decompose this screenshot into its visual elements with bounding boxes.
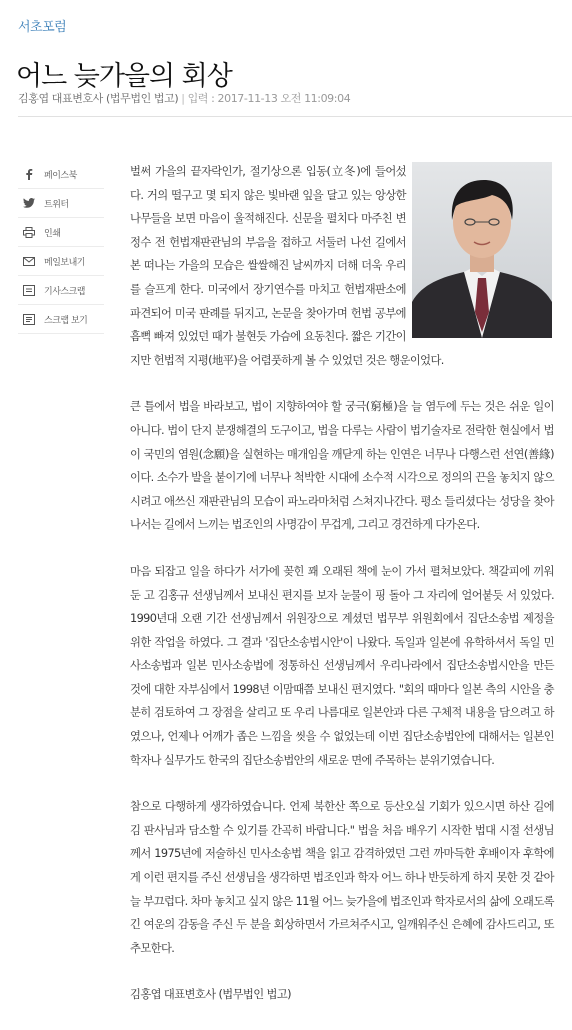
- share-label: 메일보내기: [44, 257, 85, 268]
- article-paragraph: 참으로 다행하게 생각하였습니다. 언제 북한산 쪽으로 등산오실 기회가 있으시면 하산 길에 김 판사님과 담소할 수 있기를 간곡히 바랍니다." 법을 처음 배우기 시작한 법대 시절 선생님께서 1975년에 저술하신 민사소송법 책을 읽고 감격하였던 그런 까마득한 후배이자 후학에게 이런 편지를 주신 선생님을 생각하면 법조인과 학자 어느 하나 반듯하게 하지 못한 것 같아 늘 부끄럽다. 차마 놓치고 싶지 않은 11월 어느 늦가을에 법조인과 학자로서의 삶에 오래도록 긴 여운의 감동을 주신 두 분을 회상하면서 가르쳐주시고, 일깨워주신 은혜에 감사드리고, 또 추모한다.: [130, 800, 554, 955]
- paragraph-text: 벌써 가을의 끝자락인가, 절기상으론 입동(立冬)에 들어섰다. 거의 떨구고 몇 되지 않은 빛바랜 잎을 달고 있는 앙상한 나무들을 보면 마음이 울적해진다. 신문을 펼치다 마주친 변정수 전 헌법재판관님의 부음을 접하고 서둘러 나선 길에서 본 떠나는 가을의 모습은 쌀쌀해진 날씨까지 더해 더욱 우리를 슬프게 한다. 미국에서 장기연수를 마치고 헌법재판소에 파견되어 미국 판례를 뒤지고, 논문을 찾아가며 헌법 공부에 흠뻑 빠져 있었던 때가 불현듯 가슴에 요동친다. 짧은 기간이지만 헌법적 지평(地平)을 어렴풋하게 볼 수 있었던 것은 행운이었다.: [130, 165, 444, 367]
- article-headline: 어느 늦가을의 회상: [16, 61, 232, 93]
- share-label: 인쇄: [44, 228, 61, 239]
- section-label[interactable]: 서초포럼: [18, 20, 67, 35]
- print-icon: [23, 226, 35, 238]
- article-paragraph: 큰 틀에서 법을 바라보고, 법이 지향하여야 할 궁극(窮極)을 늘 염두에 두는 것은 쉬운 일이 아니다. 법이 단지 분쟁해결의 도구이고, 법을 다루는 사람이 법기술자로 전락한 현실에서 법이 국민의 염원(念願)을 실현하는 매개임을 깨닫게 하는 인연은 너무나 다행스런 선연(善緣)이다. 소수가 발을 붙이기에 너무나 척박한 시대에 소수적 시각으로 정의의 끈을 놓치지 않으시려고 애쓰신 재판관님의 모습이 파노라마처럼 스쳐지나간다. 평소 들리셨다는 성당을 찾아나서는 길에서 느끼는 법조인의 사명감이 무겁게, 그리고 경건하게 다가온다.: [130, 400, 554, 532]
- share-facebook-button[interactable]: [18, 160, 104, 189]
- print-button[interactable]: [18, 218, 104, 247]
- mail-icon: [23, 255, 35, 267]
- scrap-icon: [23, 284, 35, 296]
- scrap-article-button[interactable]: [18, 276, 104, 305]
- share-twitter-button[interactable]: [18, 189, 104, 218]
- share-label: 스크랩 보기: [44, 315, 88, 326]
- share-label: 트위터: [44, 199, 69, 210]
- publish-date: 입력 : 2017-11-13 오전 11:09:04: [187, 92, 351, 105]
- share-label: 기사스크랩: [44, 286, 85, 297]
- header-divider: [18, 116, 572, 117]
- share-label: 페이스북: [44, 170, 77, 181]
- byline-divider: |: [181, 92, 185, 105]
- send-mail-button[interactable]: [18, 247, 104, 276]
- article-body: [130, 160, 554, 1030]
- facebook-icon: [23, 168, 35, 180]
- photo-wrap-space: [414, 160, 554, 340]
- byline-author: 김홍엽 대표변호사 (법무법인 법고): [18, 92, 179, 105]
- author-signature: 김홍엽 대표변호사 (법무법인 법고): [130, 988, 291, 1002]
- view-scraps-button[interactable]: [18, 305, 104, 334]
- share-toolbar: [18, 160, 104, 334]
- byline: [18, 90, 350, 106]
- article-paragraph: 마음 되잡고 일을 하다가 서가에 꽂힌 꽤 오래된 책에 눈이 가서 펼쳐보았다. 책갈피에 끼워 둔 고 김홍규 선생님께서 보내신 편지를 보자 눈물이 핑 돌아 그 자리에 얼어붙듯 서 있었다. 1990년대 오랜 기간 선생님께서 위원장으로 계셨던 법무부 위원회에서 집단소송법 제정을 위한 작업을 하였다. 그 결과 '집단소송법시안'이 나왔다. 독일과 일본에 유학하셔서 독일 민사소송법과 일본 민사소송법에 정통하신 선생님께서 우리나라에서 집단소송법시안을 만든 것에 대한 자부심에서 1998년 이맘때쯤 보내신 편지였다. "회의 때마다 일본 측의 시안을 충분히 검토하여 그 장점을 살리고 또 우리 나름대로 일본안과 다른 구체적 내용을 담으려고 하였으나, 언제나 어깨가 좁은 느낌을 씻을 수 없었는데 이번 집단소송법안에 대해서는 일본인 학자나 실무가도 한국의 집단소송법안의 새로운 면에 주목하는 분위기였습니다.: [130, 564, 554, 767]
- scrap-view-icon: [23, 313, 35, 325]
- twitter-icon: [23, 197, 35, 209]
- article-paragraph: [130, 160, 554, 372]
